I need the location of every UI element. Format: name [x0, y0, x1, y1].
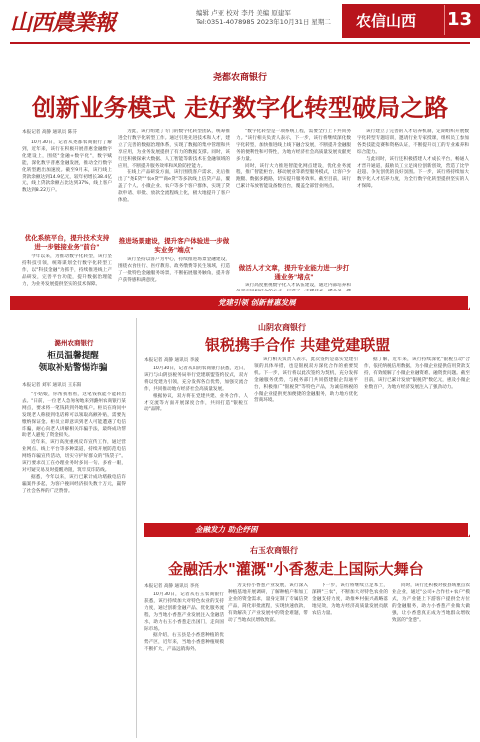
lead-headline: 创新业务模式 走好数字化转型破局之路 [31, 93, 449, 122]
paragraph: 据介绍，右玉县是小香葱种植的优势产区，近年来，当地小香葱种植规模不断扩大，产品远销海外。 [144, 633, 224, 653]
newspaper-logo: 山西農業報 [10, 10, 116, 36]
sec2-column-2 [254, 357, 358, 497]
paragraph: 该行坚持以客户为中心，持续推进场景金融建设，围绕衣食住行、医疗教育、政务缴费等民生领域，打造了一批特色金融服务场景，不断拓展服务触角，提升客户获得感和满意度。 [118, 257, 230, 283]
paragraph: 10月30日，记者从山阴农商银行获悉，近日，该行与山阴县税务局举行党建联盟签约仪式，双方将以党建为引领，充分发挥各自优势，加强交流合作，共同推动地方经济社会高质量发展。 [144, 366, 248, 392]
lead-subhead-1: 优化系统平台，提升技术支持进一步链接业务"前台" [24, 234, 110, 251]
sidebar-byline: 本报记者 刘军 通讯员 王东阳 [22, 383, 82, 388]
paragraph: 为支持小香葱产业发展，该行深入种植基地开展调研，了解种植户和加工企业的资金需求，量身定制了专属信贷产品，简化审批流程，实现快速放款，有效解决了产业发展中的资金难题，带动了当地农民增收致富。 [228, 583, 308, 623]
sec2-byline: 本报记者 高静 通讯员 李波 [144, 358, 199, 363]
paragraph: "小姑娘，你帮我看看，这笔钱我能不能转出去。"日前，一位老人急匆匆地来到潞州农商银行某网点，要求将一笔钱转到外地账户。柜员在询问中发现老人称接到电话称可以领取高额补贴，需要先缴纳保证金。柜员立即意识到老人可能遭遇了电信诈骗，耐心向老人讲解相关诈骗手法，最终成功帮助老人避免了资金损失。 [22, 392, 126, 439]
sec3-column-3 [312, 583, 388, 734]
paragraph: 近年来，该行高度重视反诈宣传工作，通过营业网点、线上平台等多种渠道，持续开展防范电信网络诈骗宣传活动，切实守护好群众的"钱袋子"。该行要求员工在办理业务时多问一句、多看一眼，对可疑交易及时提醒劝阻，筑牢反诈防线。 [22, 440, 126, 473]
paragraph: 10月30日，记者从右玉农商银行获悉，该行持续加大对特色农业的支持力度，通过创新金融产品、优化服务流程，为当地小香葱产业发展注入金融活水，助力右玉小香葱走出国门，走向国际市场。 [144, 592, 224, 632]
band-2-text: 金融发力 助企纾困 [195, 525, 258, 534]
header-meta-line1: 编辑 卢亚 校对 李丹 美编 原建军 [196, 9, 291, 17]
paragraph: 在线上产品研发方面，该行围绕客户需求，先后推出了"尧E贷""农e贷""商e贷"等多款线上信贷产品，覆盖了个人、小微企业、农户等多个客户群体，实现了贷款申请、审批、放款全流程线上化，极大地提升了客户体验。 [118, 170, 230, 204]
lead-column-2b [118, 257, 230, 290]
paragraph: 该行相关负责人表示，此次签约是落实党建引领的具体举措，也是银税双方深化合作的重要契机。下一步，该行将以此次签约为契机，充分发挥金融服务优势，与税务部门共同搭建银企沟通平台，积极推广"银税贷"等特色产品，为诚信纳税的小微企业提供更加便捷的金融服务，助力地方优化营商环境。 [254, 357, 358, 404]
sec2-column-1 [144, 366, 248, 516]
sec2-column-3 [364, 357, 470, 507]
paragraph: 该行建立了完善的人才培养机制，定期组织开展数字化转型专题培训，邀请行业专家授课，组织员工参加各类技能竞赛和资格认证，不断提升员工的专业素养和综合能力。 [357, 129, 469, 155]
section-name: 农信山西 [356, 12, 417, 30]
paragraph: 同时，该行大力推进智能化网点建设，优化业务流程，推广智能柜台、移动展业等新型服务模式，让客户少跑腿、数据多跑路，切实提升服务效率。截至目前，该行已累计布放智能设备数百台，覆盖全部营业网点。 [236, 163, 351, 190]
band-1-text: 党建引领 创新普惠发展 [218, 298, 296, 307]
header-rule [10, 42, 470, 44]
header-meta [196, 9, 331, 27]
sidebar-kicker: 潞州农商银行 [54, 339, 94, 347]
lead-column-1b [22, 254, 112, 290]
lead-column-2 [118, 129, 230, 231]
sec3-column-2 [228, 583, 308, 734]
sec3-kicker: 右玉农商银行 [250, 546, 298, 555]
lead-column-3b [236, 283, 351, 291]
lead-subhead-3: 做活人才文章，提升专业能力进一步打通业务"堵点" [238, 264, 350, 281]
section-band-2 [144, 523, 470, 537]
lead-byline: 本报记者 高静 通讯员 陈芬 [22, 130, 77, 135]
paragraph: 该行高度重视数字化人才队伍建设，通过内部培养和 [245, 283, 351, 288]
sidebar-headline: 柜员温馨提醒 领取补贴警惕诈骗 [38, 351, 108, 373]
paragraph: 下一步，该行将继续立足本土，深耕"三农"，不断加大对特色农业的金融支持力度，助推乡村振兴战略落地见效，为地方经济高质量发展贡献农信力量。 [312, 583, 388, 616]
lead-column-3 [236, 129, 351, 261]
header-meta-line2: Tel:0351-4078985 2023年10月31日 星期二 [196, 18, 331, 26]
band-corner [468, 523, 478, 537]
lead-column-4 [357, 129, 469, 291]
paragraph: "数字化转型是一项系统工程，需要全行上下共同努力。"该行相关负责人表示，下一步，该行将继续深化数字化转型，加快推进线上线下融合发展，不断提升金融服务的便利性和可得性，为地方经济社会高质量发展贡献更多力量。 [236, 129, 351, 162]
paragraph: 今年以来，为推动数字化转型，该行坚持科技引领，统筹谋划全行数字化转型工作，以"科技金融"为抓手，持续推进线上产品研发，完善平台功能，提升数据治理能力，为业务发展提供坚实的技术保障。 [22, 254, 112, 287]
paragraph: 据悉，今年以来，该行已累计成功堵截电信诈骗案件多起，为客户挽回经济损失数十万元，赢得了社会各界的广泛赞誉。 [22, 474, 126, 494]
paragraph: 10月30日，记者从尧都农商银行了解到，近年来，该行在积极开展普惠金融数字化建设上，围绕"金融+数字化"，数字赋能，深化数字普惠金融发展，推动全行数字化转型跑出加速度。截至9月末，该行线上贷款余额达到14.9亿元，较年初增长38.4亿元，线上贷款余额占比达到37%，线上客户数达到8.22万户。 [22, 140, 112, 194]
paragraph: 据了解，近年来，该行持续深化"银税互动"合作，依托纳税信用数据，为小微企业提供信用贷款支持，有效缓解了小微企业融资难、融资贵问题。截至目前，该行已累计发放"银税贷"数亿元，惠及小微企业数百户，为地方经济发展注入了强劲动力。 [364, 357, 470, 390]
page-header [0, 0, 480, 50]
sec2-headline: 银税携手合作 共建党建联盟 [205, 336, 391, 354]
band-corner [468, 296, 478, 310]
paragraph: 与此同时，该行还积极搭建人才成长平台，畅通人才晋升通道，鼓励员工立足岗位创新创效，营造了比学赶超、争先创优的良好氛围。下一步，该行将持续加大数字化人才培养力度，为全行数字化转型提供坚实的人才保障。 [357, 156, 469, 190]
lead-kicker: 尧都农商银行 [212, 73, 267, 83]
sec3-column-4 [392, 583, 470, 734]
page-number: 13 [444, 5, 474, 35]
lead-subhead-2: 推进场景建设，提升客户体验进一步做实业务"端点" [118, 237, 230, 254]
sec3-column-1 [144, 592, 224, 734]
paragraph: 根据协议，双方将在党建共建、业务合作、人才交流等方面开展深度合作，共同打造"银税互动"品牌。 [144, 393, 248, 413]
sidebar-body [22, 392, 126, 736]
sec3-headline: 金融活水"灌溉"小香葱走上国际大舞台 [168, 560, 424, 578]
paragraph: 为此，该行组建了专门的数字化转型团队，统筹推进全行数字化转型工作。通过引进先进技术和人才，建立了完善的数据治理体系，实现了数据的集中管理和共享应用，为业务发展提供了有力的数据支撑。同时，该行还积极探索大数据、人工智能等新技术在金融领域的应用，不断提升服务效率和风险防控能力。 [118, 129, 230, 169]
sec3-byline: 本报记者 高静 通讯员 李亮 [144, 584, 199, 589]
lead-column-1 [22, 140, 112, 230]
paragraph: 同时，该行还积极对接县域重点农业企业，通过"公司+合作社+农户"模式，为产业链上下游客户提供全方位的金融服务，助力小香葱产业做大做强，让小香葱真正成为当地群众增收致富的"金葱"。 [392, 583, 470, 623]
sec2-kicker: 山阴农商银行 [258, 323, 306, 332]
column-divider [136, 318, 137, 738]
